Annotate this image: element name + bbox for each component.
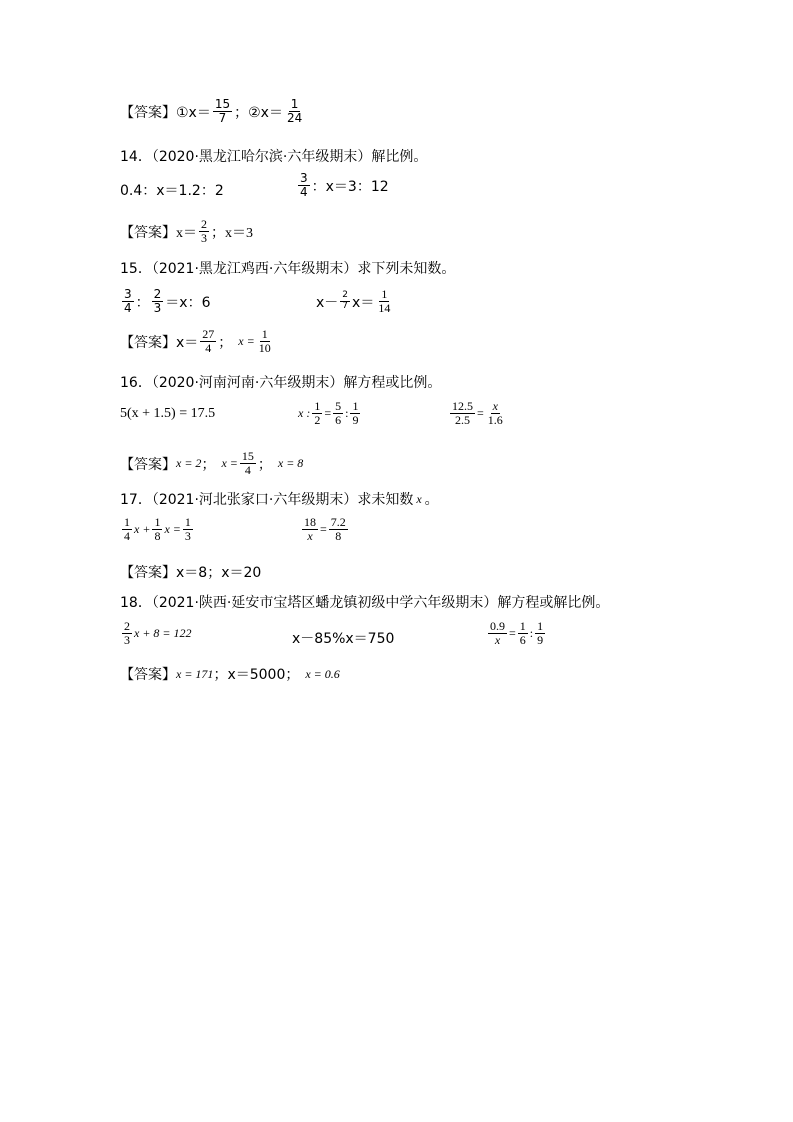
q18-equation-2: x－85%x＝750 (292, 631, 395, 647)
q14-equation-1: 0.4：x＝1.2：2 (120, 183, 224, 199)
fraction: $\frac{15}{7}$ (214, 97, 231, 126)
q18-equation-3: $\frac{0.9}{x}$ = $\frac{1}{6}$ : $\frac{1}{9}$ (490, 619, 544, 648)
answer-label: 【答案】 (120, 104, 176, 121)
q18-equation-1: $\frac{2}{3}$ x + 8 = 122 (124, 619, 192, 648)
q16-equation-3: $\frac{12.5}{2.5}$ = $\frac{x}{1.6}$ (452, 399, 503, 428)
q17-equation-2: $\frac{18}{x}$ = $\frac{7.2}{8}$ (304, 515, 346, 544)
question-14-title: 14．（2020·黑龙江哈尔滨·六年级期末）解比例。 (120, 149, 428, 165)
q16-equation-2: x : $\frac{1}{2}$ = $\frac{5}{6}$ : $\frac{1}{9}$ (298, 399, 359, 428)
question-17-title: 17．（2021·河北张家口·六年级期末）求未知数 x 。 (120, 491, 439, 508)
q17-equation-1: $\frac{1}{4}$ x + $\frac{1}{8}$ x = $\frac{1}{3}$ (124, 515, 191, 544)
answer-16: 【答案】 x = 2 ； x = $\frac{15}{4}$ ； x = 8 (120, 449, 304, 478)
q15-equation-2: x－ $\frac{2}{7}$ x＝ $\frac{1}{14}$ (316, 287, 391, 316)
answer-15: 【答案】 x＝ $\frac{27}{4}$ ； x = $\frac{1}{10}$ (120, 327, 271, 356)
q16-equation-1: 5(x + 1.5) = 17.5 (120, 406, 216, 421)
q15-equation-1: $\frac{3}{4}$ ： $\frac{2}{3}$ ＝x：6 (124, 287, 211, 316)
answer-17: 【答案】 x＝8；x＝20 (120, 565, 262, 581)
answer-13: 【答案】 ①x＝ $\frac{15}{7}$ ； ②x＝ $\frac{1}{24}$ (120, 97, 303, 126)
fraction: $\frac{1}{24}$ (286, 97, 303, 126)
question-16-title: 16．（2020·河南河南·六年级期末）解方程或比例。 (120, 375, 442, 391)
question-15-title: 15．（2021·黑龙江鸡西·六年级期末）求下列未知数。 (120, 261, 456, 277)
answer-14: 【答案】 x＝ $\frac{2}{3}$ ； x＝3 (120, 217, 253, 246)
answer-18: 【答案】 x = 171 ； x＝5000； x = 0.6 (120, 666, 340, 683)
q14-equation-2: $\frac{3}{4}$ ：x＝3：12 (300, 171, 389, 200)
question-18-title: 18．（2021·陕西·延安市宝塔区蟠龙镇初级中学六年级期末）解方程或解比例。 (120, 595, 610, 611)
